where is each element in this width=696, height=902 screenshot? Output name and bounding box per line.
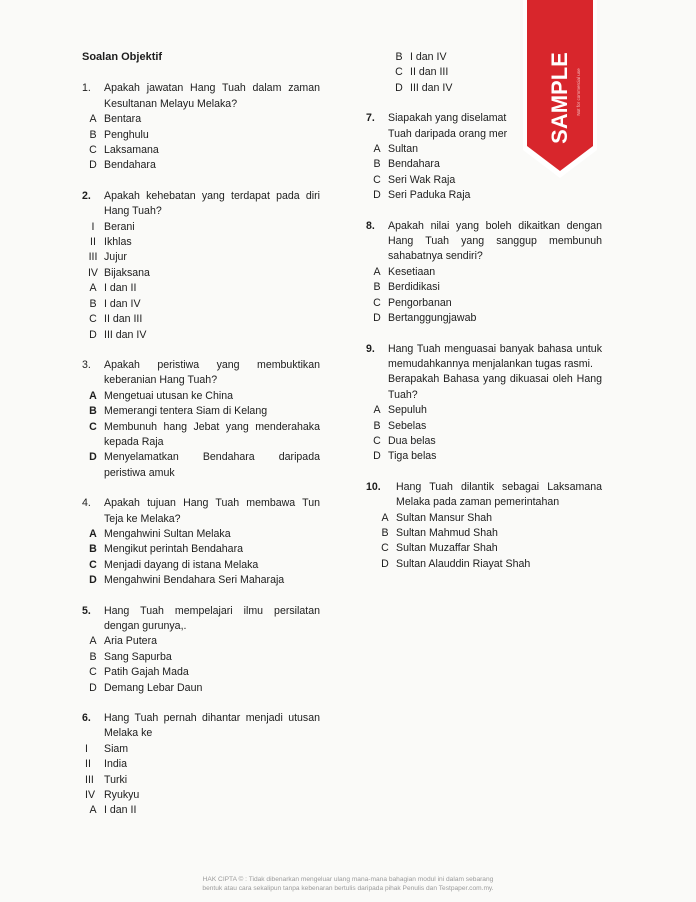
roman-item: I Siam xyxy=(85,742,129,755)
question-number: 7. xyxy=(366,112,375,125)
question-text: Hang Tuah dilantik sebagai Laksamana Melaka pada zaman pemerintahan xyxy=(396,480,602,509)
option[interactable]: A I dan II xyxy=(89,282,137,295)
option[interactable]: B Bendahara xyxy=(373,158,440,171)
question-text: Hang Tuah mempelajari ilmu persilatan dengan gurunya,. xyxy=(104,604,320,632)
question-number: 1. xyxy=(82,82,91,95)
option[interactable]: D Sultan Alauddin Riayat Shah xyxy=(381,557,531,570)
option[interactable]: D III dan IV xyxy=(395,81,453,94)
option[interactable]: A Kesetiaan xyxy=(373,265,436,278)
footer-line-1: HAK CIPTA © : Tidak dibenarkan mengeluar ulang mana-mana bahagian modul ini dalam sebarang xyxy=(202,876,494,883)
roman-item: II Ikhlas xyxy=(90,236,132,249)
option[interactable]: A Bentara xyxy=(89,113,142,126)
roman-item: III Jujur xyxy=(88,251,127,264)
question-3 xyxy=(82,358,320,481)
option[interactable]: B Berdidikasi xyxy=(373,281,440,294)
question-number: 10. xyxy=(366,480,381,493)
option[interactable]: C II dan III xyxy=(395,66,449,79)
roman-item: III Turki xyxy=(85,773,128,786)
option[interactable]: D III dan IV xyxy=(89,328,147,341)
option[interactable]: B I dan IV xyxy=(395,51,447,63)
option[interactable]: B I dan IV xyxy=(89,297,141,310)
option[interactable]: B Penghulu xyxy=(89,128,149,141)
question-number: 9. xyxy=(366,342,375,355)
roman-item: I Berani xyxy=(91,220,135,233)
option[interactable]: C Sultan Muzaffar Shah xyxy=(381,542,498,555)
question-number: 6. xyxy=(82,712,91,725)
sample-ribbon-text: SAMPLE xyxy=(547,52,572,144)
option[interactable]: A Sultan xyxy=(373,143,419,156)
option[interactable]: D Demang Lebar Daun xyxy=(89,681,203,694)
question-number: 4. xyxy=(82,497,91,510)
question-text: Hang Tuah menguasai banyak bahasa untuk memudahkannya menjalankan tugas rasmi. Berapakah Bahasa yang dikuasai oleh Hang Tuah? xyxy=(388,342,602,401)
roman-item: IV Ryukyu xyxy=(85,789,140,802)
question-9 xyxy=(366,342,602,465)
option[interactable]: D Tiga belas xyxy=(373,450,437,463)
option[interactable]: C Laksamana xyxy=(89,144,159,157)
left-column xyxy=(82,50,320,834)
option[interactable]: B Mengikut perintah Bendahara xyxy=(89,543,243,556)
question-5 xyxy=(82,604,320,696)
question-text: Hang Tuah pernah dihantar menjadi utusan Melaka ke xyxy=(104,712,320,740)
option[interactable]: A Mengahwini Sultan Melaka xyxy=(89,527,231,540)
question-text: Apakah nilai yang boleh dikaitkan dengan Hang Tuah yang sanggup membunuh sahabatnya sendiri? xyxy=(388,219,602,263)
option[interactable]: A Sultan Mansur Shah xyxy=(381,511,492,524)
question-number: 8. xyxy=(366,219,375,232)
option[interactable]: D Seri Paduka Raja xyxy=(373,189,471,202)
option[interactable]: A Mengetuai utusan ke China xyxy=(89,389,233,402)
copyright-footer xyxy=(140,876,556,894)
question-1 xyxy=(82,81,320,173)
option[interactable]: C Menjadi dayang di istana Melaka xyxy=(89,558,259,571)
option[interactable]: B Sultan Mahmud Shah xyxy=(381,526,498,539)
option[interactable]: B Sang Sapurba xyxy=(89,650,172,663)
option[interactable]: C II dan III xyxy=(89,313,143,326)
option[interactable]: B Sebelas xyxy=(373,419,427,432)
option[interactable]: C Seri Wak Raja xyxy=(373,173,456,186)
option[interactable]: A I dan II xyxy=(89,804,137,817)
question-number: 5. xyxy=(82,604,91,617)
option[interactable]: C Patih Gajah Mada xyxy=(89,666,189,679)
section-title: Soalan Objektif xyxy=(82,51,163,63)
sample-ribbon-icon xyxy=(520,0,600,180)
question-text: Siapakah yang diselamat Tuah daripada orang mer xyxy=(388,112,508,140)
question-text: Apakah peristiwa yang membuktikan keberanian Hang Tuah? xyxy=(104,358,320,387)
question-10 xyxy=(366,480,602,572)
option[interactable]: D Bertanggungjawab xyxy=(373,312,477,325)
question-number: 3. xyxy=(82,358,91,371)
roman-item: II India xyxy=(85,758,127,771)
option[interactable]: D Bendahara xyxy=(89,159,156,172)
question-number: 2. xyxy=(82,189,91,202)
question-8 xyxy=(366,219,602,327)
footer-line-2: bentuk atau cara sekalipun tanpa kebenaran bertulis daripada pihak Penulis dan Testpaper.com.my. xyxy=(202,884,494,892)
sample-ribbon-subtext: Not for commercial use xyxy=(576,68,581,116)
option[interactable]: D Mengahwini Bendahara Seri Maharaja xyxy=(89,574,285,587)
option[interactable]: D Menyelamatkan Bendahara daripada peristiwa amuk xyxy=(89,451,320,479)
question-text: Apakah kehebatan yang terdapat pada diri Hang Tuah? xyxy=(104,189,320,218)
question-4 xyxy=(82,496,320,588)
option[interactable]: B Memerangi tentera Siam di Kelang xyxy=(89,405,268,418)
question-text: Apakah tujuan Hang Tuah membawa Tun Teja ke Melaka? xyxy=(104,497,320,525)
option[interactable]: C Pengorbanan xyxy=(373,296,452,309)
question-2 xyxy=(82,189,320,343)
option[interactable]: C Dua belas xyxy=(373,434,436,447)
roman-item: IV Bijaksana xyxy=(87,266,150,279)
option[interactable]: C Membunuh hang Jebat yang menderahaka kepada Raja xyxy=(89,420,320,448)
question-text: Apakah jawatan Hang Tuah dalam zaman Kesultanan Melayu Melaka? xyxy=(104,82,320,110)
option[interactable]: A Sepuluh xyxy=(373,404,427,417)
question-6 xyxy=(82,711,320,819)
option[interactable]: A Aria Putera xyxy=(89,635,157,648)
